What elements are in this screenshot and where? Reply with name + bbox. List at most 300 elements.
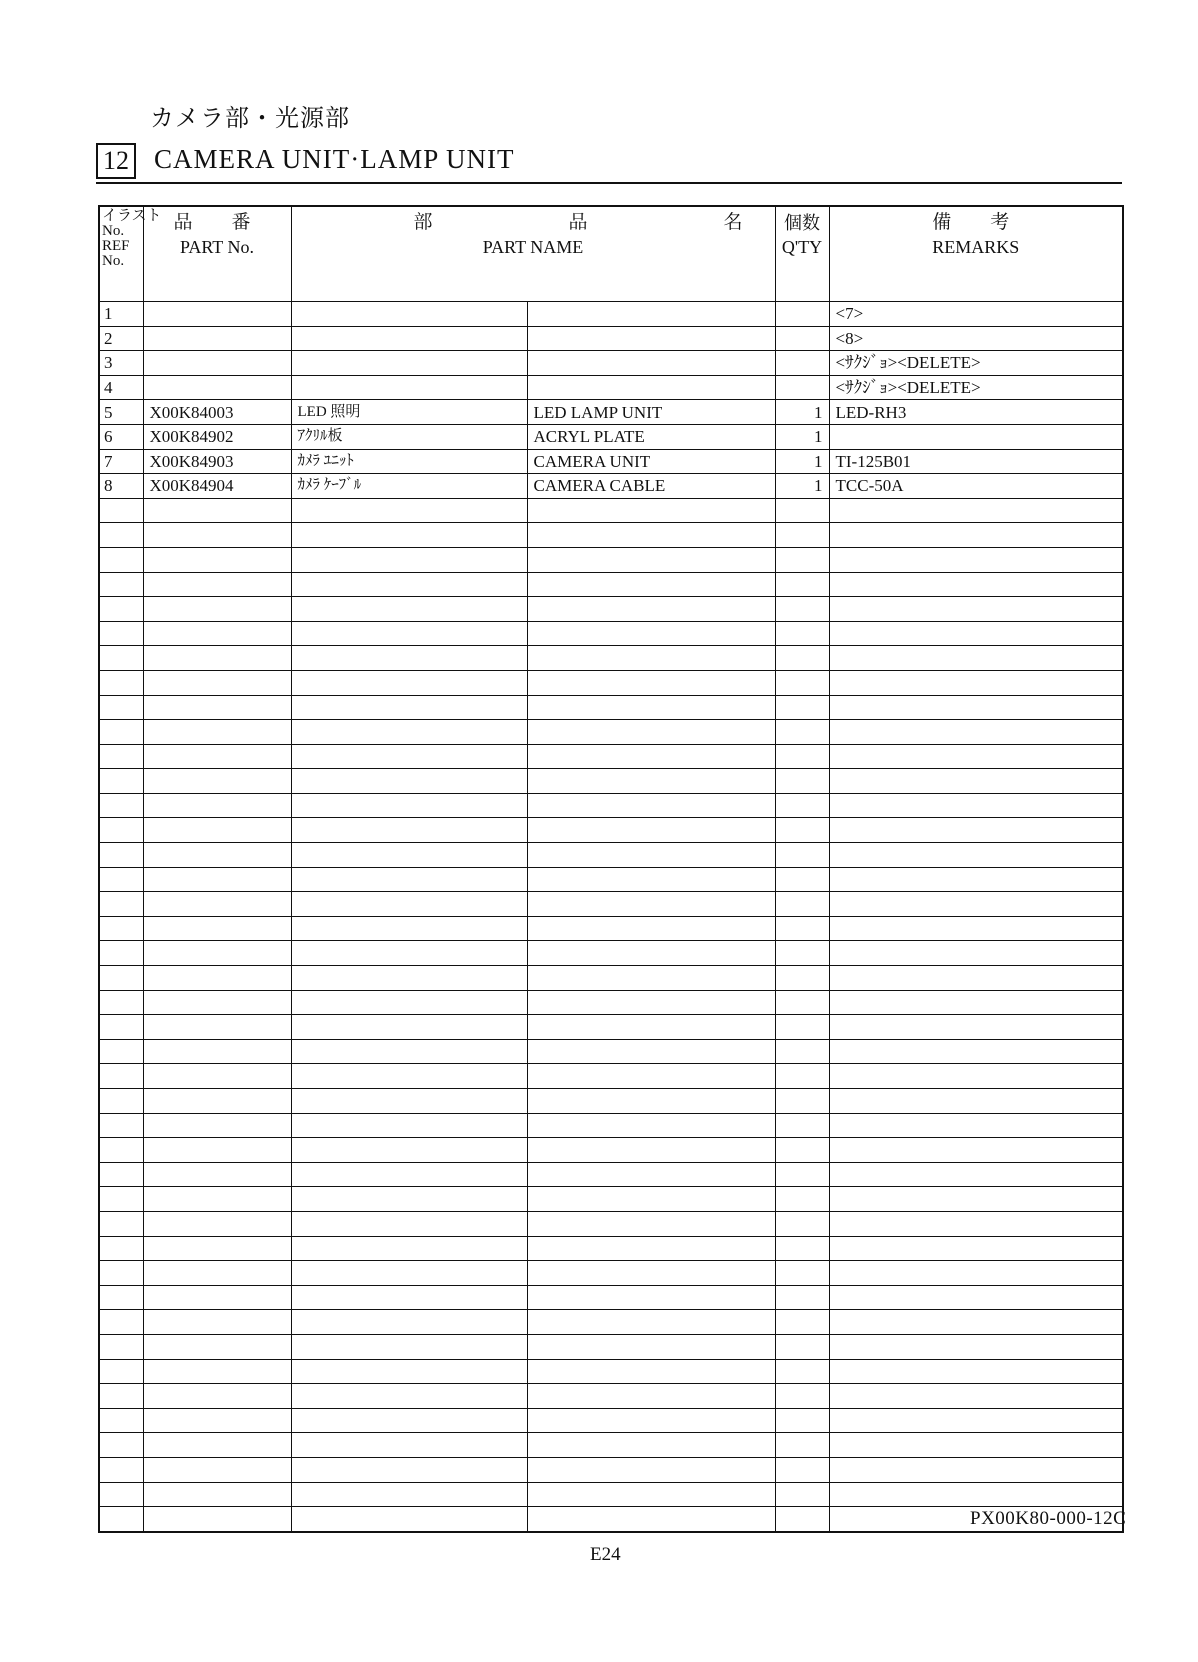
part-name-en-cell (527, 769, 775, 794)
qty-cell (775, 695, 829, 720)
empty-table-row (99, 1064, 1123, 1089)
remarks-cell (829, 1113, 1123, 1138)
remarks-cell (829, 572, 1123, 597)
ref-cell (99, 695, 143, 720)
part-name-en-cell (527, 695, 775, 720)
part-name-en-cell (527, 1507, 775, 1532)
qty-cell (775, 1211, 829, 1236)
qty-cell (775, 670, 829, 695)
part-no-cell (143, 597, 291, 622)
part-name-en-cell (527, 793, 775, 818)
qty-cell (775, 326, 829, 351)
part-name-jp-cell (291, 941, 527, 966)
part-name-jp-cell (291, 1457, 527, 1482)
part-no-cell (143, 1433, 291, 1458)
part-name-jp-cell (291, 1138, 527, 1163)
ref-cell (99, 646, 143, 671)
empty-table-row (99, 646, 1123, 671)
part-name-jp-cell (291, 597, 527, 622)
part-no-cell (143, 1187, 291, 1212)
part-name-en-cell (527, 597, 775, 622)
remarks-cell (829, 498, 1123, 523)
remarks-cell (829, 1310, 1123, 1335)
ref-cell (99, 1113, 143, 1138)
part-no-cell (143, 498, 291, 523)
ref-cell (99, 1359, 143, 1384)
part-name-jp-cell (291, 720, 527, 745)
empty-table-row (99, 1285, 1123, 1310)
part-name-en-cell (527, 351, 775, 376)
qty-cell (775, 1482, 829, 1507)
part-no-cell (143, 1285, 291, 1310)
part-name-en-cell (527, 1408, 775, 1433)
ref-cell: 3 (99, 351, 143, 376)
part-name-jp-cell (291, 375, 527, 400)
part-no-cell (143, 1236, 291, 1261)
ref-cell (99, 793, 143, 818)
remarks-cell (829, 523, 1123, 548)
part-name-header-jp (294, 211, 773, 235)
ref-cell (99, 1162, 143, 1187)
empty-table-row (99, 818, 1123, 843)
ref-cell: 8 (99, 474, 143, 499)
part-name-jp-cell (291, 916, 527, 941)
part-name-en-cell (527, 547, 775, 572)
ref-cell (99, 744, 143, 769)
remarks-cell (829, 646, 1123, 671)
table-row (99, 400, 1123, 425)
ref-cell (99, 1285, 143, 1310)
part-no-cell: X00K84904 (143, 474, 291, 499)
part-name-en-cell (527, 523, 775, 548)
part-name-en-cell: CAMERA CABLE (527, 474, 775, 499)
empty-table-row (99, 1162, 1123, 1187)
table-row (99, 474, 1123, 499)
part-no-cell (143, 351, 291, 376)
part-name-en-cell (527, 720, 775, 745)
qty-cell (775, 1384, 829, 1409)
qty-cell: 1 (775, 449, 829, 474)
part-name-jp-cell (291, 818, 527, 843)
empty-table-row (99, 744, 1123, 769)
empty-table-row (99, 670, 1123, 695)
part-name-en-cell (527, 1015, 775, 1040)
qty-cell (775, 302, 829, 327)
remarks-cell (829, 1089, 1123, 1114)
remarks-cell (829, 966, 1123, 991)
part-name-en-cell (527, 375, 775, 400)
qty-cell (775, 916, 829, 941)
part-name-en-cell (527, 1236, 775, 1261)
table-header-row (99, 206, 1123, 302)
part-no-cell (143, 646, 291, 671)
ref-cell (99, 1015, 143, 1040)
table-row (99, 326, 1123, 351)
table-row (99, 302, 1123, 327)
ref-cell (99, 966, 143, 991)
remarks-cell: <ｻｸｼﾞｮ><DELETE> (829, 351, 1123, 376)
qty-cell (775, 572, 829, 597)
part-name-jp-cell (291, 1334, 527, 1359)
part-no-cell (143, 1162, 291, 1187)
empty-table-row (99, 1211, 1123, 1236)
part-no-cell (143, 793, 291, 818)
empty-table-row (99, 720, 1123, 745)
qty-cell (775, 1015, 829, 1040)
part-name-en-cell (527, 1089, 775, 1114)
ref-cell (99, 1408, 143, 1433)
qty-cell (775, 1310, 829, 1335)
part-name-en-cell (527, 1187, 775, 1212)
remarks-cell (829, 1334, 1123, 1359)
ref-cell (99, 769, 143, 794)
part-name-jp-cell: ｶﾒﾗ ﾕﾆｯﾄ (291, 449, 527, 474)
remarks-cell (829, 1187, 1123, 1212)
ref-cell (99, 1384, 143, 1409)
qty-cell (775, 351, 829, 376)
ref-cell (99, 572, 143, 597)
ref-cell (99, 597, 143, 622)
ref-cell (99, 1310, 143, 1335)
qty-cell (775, 843, 829, 868)
part-name-jp-cell (291, 1113, 527, 1138)
part-name-jp-cell (291, 744, 527, 769)
empty-table-row (99, 1113, 1123, 1138)
remarks-cell (829, 720, 1123, 745)
part-name-jp-cell (291, 793, 527, 818)
qty-cell (775, 597, 829, 622)
empty-table-row (99, 1482, 1123, 1507)
empty-table-row (99, 941, 1123, 966)
part-name-jp-cell (291, 1236, 527, 1261)
empty-table-row (99, 1015, 1123, 1040)
remarks-cell (829, 1015, 1123, 1040)
remarks-cell (829, 1408, 1123, 1433)
ref-header-en: REF (102, 238, 130, 254)
remarks-cell (829, 1211, 1123, 1236)
part-no-cell (143, 941, 291, 966)
part-name-en-cell (527, 1039, 775, 1064)
part-name-header-jp-3: 名 (723, 212, 743, 233)
part-name-header-jp-2: 品 (568, 212, 588, 233)
part-no-cell (143, 572, 291, 597)
empty-table-row (99, 621, 1123, 646)
part-no-cell (143, 990, 291, 1015)
ref-cell (99, 1457, 143, 1482)
part-name-jp-cell (291, 646, 527, 671)
part-name-jp-cell (291, 1162, 527, 1187)
part-name-jp-cell (291, 1089, 527, 1114)
empty-table-row (99, 867, 1123, 892)
qty-cell (775, 523, 829, 548)
part-name-en-cell (527, 1138, 775, 1163)
part-name-en-cell (527, 646, 775, 671)
remarks-cell (829, 867, 1123, 892)
empty-table-row (99, 1187, 1123, 1212)
part-name-en-cell (527, 1334, 775, 1359)
ref-cell (99, 1089, 143, 1114)
remarks-cell (829, 941, 1123, 966)
part-no-cell (143, 1064, 291, 1089)
remarks-cell (829, 424, 1123, 449)
part-name-column-header (291, 206, 775, 302)
remarks-cell (829, 793, 1123, 818)
ref-cell (99, 670, 143, 695)
qty-cell: 1 (775, 424, 829, 449)
part-name-en-cell: LED LAMP UNIT (527, 400, 775, 425)
part-no-header-en: PART No. (180, 237, 254, 257)
remarks-cell (829, 1236, 1123, 1261)
qty-cell (775, 1236, 829, 1261)
part-name-jp-cell (291, 572, 527, 597)
part-name-jp-cell (291, 498, 527, 523)
part-no-cell (143, 818, 291, 843)
qty-cell (775, 867, 829, 892)
remarks-cell: TCC-50A (829, 474, 1123, 499)
part-no-cell: X00K84903 (143, 449, 291, 474)
part-no-cell (143, 1310, 291, 1335)
ref-cell (99, 867, 143, 892)
empty-table-row (99, 1310, 1123, 1335)
qty-cell (775, 1285, 829, 1310)
ref-cell: 5 (99, 400, 143, 425)
remarks-cell (829, 990, 1123, 1015)
part-no-cell (143, 1089, 291, 1114)
part-name-en-cell (527, 1457, 775, 1482)
remarks-cell (829, 1359, 1123, 1384)
empty-table-row (99, 547, 1123, 572)
part-no-cell (143, 744, 291, 769)
ref-cell (99, 720, 143, 745)
empty-table-row (99, 597, 1123, 622)
part-name-en-cell (527, 843, 775, 868)
ref-cell (99, 1187, 143, 1212)
part-no-cell (143, 1113, 291, 1138)
part-name-jp-cell (291, 1507, 527, 1532)
part-name-en-cell (527, 867, 775, 892)
ref-cell (99, 990, 143, 1015)
part-name-en-cell (527, 498, 775, 523)
section-title-en: CAMERA UNIT·LAMP UNIT (154, 144, 515, 174)
part-name-jp-cell (291, 523, 527, 548)
remarks-cell (829, 1433, 1123, 1458)
remarks-cell: TI-125B01 (829, 449, 1123, 474)
qty-cell (775, 1359, 829, 1384)
part-name-jp-cell (291, 892, 527, 917)
qty-cell: 1 (775, 400, 829, 425)
part-no-cell (143, 1457, 291, 1482)
part-name-jp-cell (291, 547, 527, 572)
remarks-cell: <7> (829, 302, 1123, 327)
part-name-en-cell (527, 621, 775, 646)
part-name-jp-cell (291, 769, 527, 794)
part-name-jp-cell (291, 1384, 527, 1409)
ref-cell (99, 1433, 143, 1458)
remarks-cell: LED-RH3 (829, 400, 1123, 425)
qty-cell (775, 375, 829, 400)
part-no-cell (143, 326, 291, 351)
part-no-cell (143, 1408, 291, 1433)
empty-table-row (99, 892, 1123, 917)
qty-cell (775, 1064, 829, 1089)
part-name-jp-cell (291, 966, 527, 991)
part-name-jp-cell (291, 1211, 527, 1236)
empty-table-row (99, 572, 1123, 597)
ref-cell (99, 1482, 143, 1507)
empty-table-row (99, 793, 1123, 818)
qty-cell (775, 1457, 829, 1482)
part-name-en-cell (527, 1113, 775, 1138)
ref-cell: 7 (99, 449, 143, 474)
part-name-jp-cell (291, 1285, 527, 1310)
ref-cell (99, 547, 143, 572)
ref-cell (99, 892, 143, 917)
ref-header-no: No. (102, 223, 125, 239)
section-title-jp: カメラ部・光源部 (150, 106, 350, 132)
qty-cell (775, 646, 829, 671)
qty-cell (775, 1408, 829, 1433)
part-name-en-cell (527, 818, 775, 843)
part-no-cell (143, 547, 291, 572)
remarks-cell (829, 744, 1123, 769)
ref-cell (99, 1211, 143, 1236)
remarks-cell (829, 1285, 1123, 1310)
part-name-jp-cell (291, 1039, 527, 1064)
table-row (99, 449, 1123, 474)
qty-cell (775, 793, 829, 818)
part-name-en-cell (527, 1285, 775, 1310)
remarks-cell (829, 1138, 1123, 1163)
part-name-en-cell (527, 744, 775, 769)
empty-table-row (99, 1236, 1123, 1261)
part-name-en-cell (527, 572, 775, 597)
qty-cell (775, 990, 829, 1015)
part-no-cell (143, 1359, 291, 1384)
qty-cell (775, 1138, 829, 1163)
qty-cell (775, 1507, 829, 1532)
part-no-cell (143, 1138, 291, 1163)
part-name-en-cell (527, 966, 775, 991)
qty-cell (775, 1113, 829, 1138)
part-name-en-cell (527, 1482, 775, 1507)
empty-table-row (99, 990, 1123, 1015)
ref-cell (99, 621, 143, 646)
part-name-jp-cell (291, 843, 527, 868)
part-no-cell (143, 1334, 291, 1359)
ref-cell (99, 1039, 143, 1064)
ref-cell (99, 523, 143, 548)
remarks-cell (829, 1162, 1123, 1187)
empty-table-row (99, 1408, 1123, 1433)
part-name-jp-cell (291, 670, 527, 695)
part-no-cell (143, 916, 291, 941)
document-code: PX00K80-000-12C (970, 1508, 1127, 1529)
qty-header-en: Q'TY (781, 237, 823, 257)
qty-cell (775, 892, 829, 917)
empty-table-row (99, 769, 1123, 794)
part-no-cell (143, 966, 291, 991)
ref-cell (99, 818, 143, 843)
empty-table-row (99, 1433, 1123, 1458)
qty-cell (775, 941, 829, 966)
part-name-jp-cell (291, 990, 527, 1015)
part-no-cell (143, 695, 291, 720)
qty-cell (775, 1187, 829, 1212)
remarks-cell (829, 547, 1123, 572)
part-name-header-en: PART NAME (482, 237, 584, 257)
part-name-en-cell: ACRYL PLATE (527, 424, 775, 449)
part-name-en-cell (527, 1433, 775, 1458)
table-row (99, 375, 1123, 400)
remarks-cell (829, 695, 1123, 720)
qty-cell (775, 720, 829, 745)
part-no-column-header (143, 206, 291, 302)
part-name-en-cell (527, 1261, 775, 1286)
remarks-header-jp: 備 考 (932, 212, 1020, 233)
qty-cell (775, 818, 829, 843)
empty-table-row (99, 1384, 1123, 1409)
part-name-jp-cell (291, 351, 527, 376)
part-no-cell (143, 1211, 291, 1236)
section-number: 12 (96, 143, 136, 179)
remarks-cell (829, 1039, 1123, 1064)
ref-cell (99, 1261, 143, 1286)
part-name-header-jp-1: 部 (413, 212, 433, 233)
ref-cell (99, 1507, 143, 1532)
part-name-en-cell (527, 916, 775, 941)
empty-table-row (99, 1334, 1123, 1359)
part-name-jp-cell (291, 1408, 527, 1433)
remarks-column-header (829, 206, 1123, 302)
qty-column-header (775, 206, 829, 302)
part-name-jp-cell (291, 1261, 527, 1286)
part-no-cell (143, 1384, 291, 1409)
part-name-en-cell (527, 1162, 775, 1187)
qty-cell (775, 498, 829, 523)
remarks-header-en: REMARKS (932, 237, 1020, 257)
part-no-cell (143, 867, 291, 892)
ref-cell (99, 1334, 143, 1359)
part-name-en-cell (527, 302, 775, 327)
part-name-en-cell (527, 1211, 775, 1236)
part-name-en-cell (527, 1384, 775, 1409)
qty-cell (775, 1162, 829, 1187)
part-no-cell (143, 375, 291, 400)
ref-column-header (99, 206, 162, 302)
empty-rows (99, 498, 1123, 1531)
empty-table-row (99, 1039, 1123, 1064)
qty-cell (775, 1039, 829, 1064)
part-name-jp-cell (291, 1064, 527, 1089)
ref-cell (99, 916, 143, 941)
part-no-cell (143, 621, 291, 646)
empty-table-row (99, 1457, 1123, 1482)
part-no-cell (143, 1261, 291, 1286)
remarks-cell: <8> (829, 326, 1123, 351)
empty-table-row (99, 916, 1123, 941)
part-name-jp-cell (291, 621, 527, 646)
part-name-jp-cell (291, 1359, 527, 1384)
part-name-jp-cell: ｶﾒﾗ ｹｰﾌﾞﾙ (291, 474, 527, 499)
qty-cell: 1 (775, 474, 829, 499)
remarks-cell (829, 892, 1123, 917)
page-number: E24 (590, 1544, 621, 1565)
part-no-cell: X00K84902 (143, 424, 291, 449)
qty-cell (775, 1334, 829, 1359)
part-name-jp-cell: LED 照明 (291, 400, 527, 425)
empty-table-row (99, 843, 1123, 868)
part-no-cell: X00K84003 (143, 400, 291, 425)
